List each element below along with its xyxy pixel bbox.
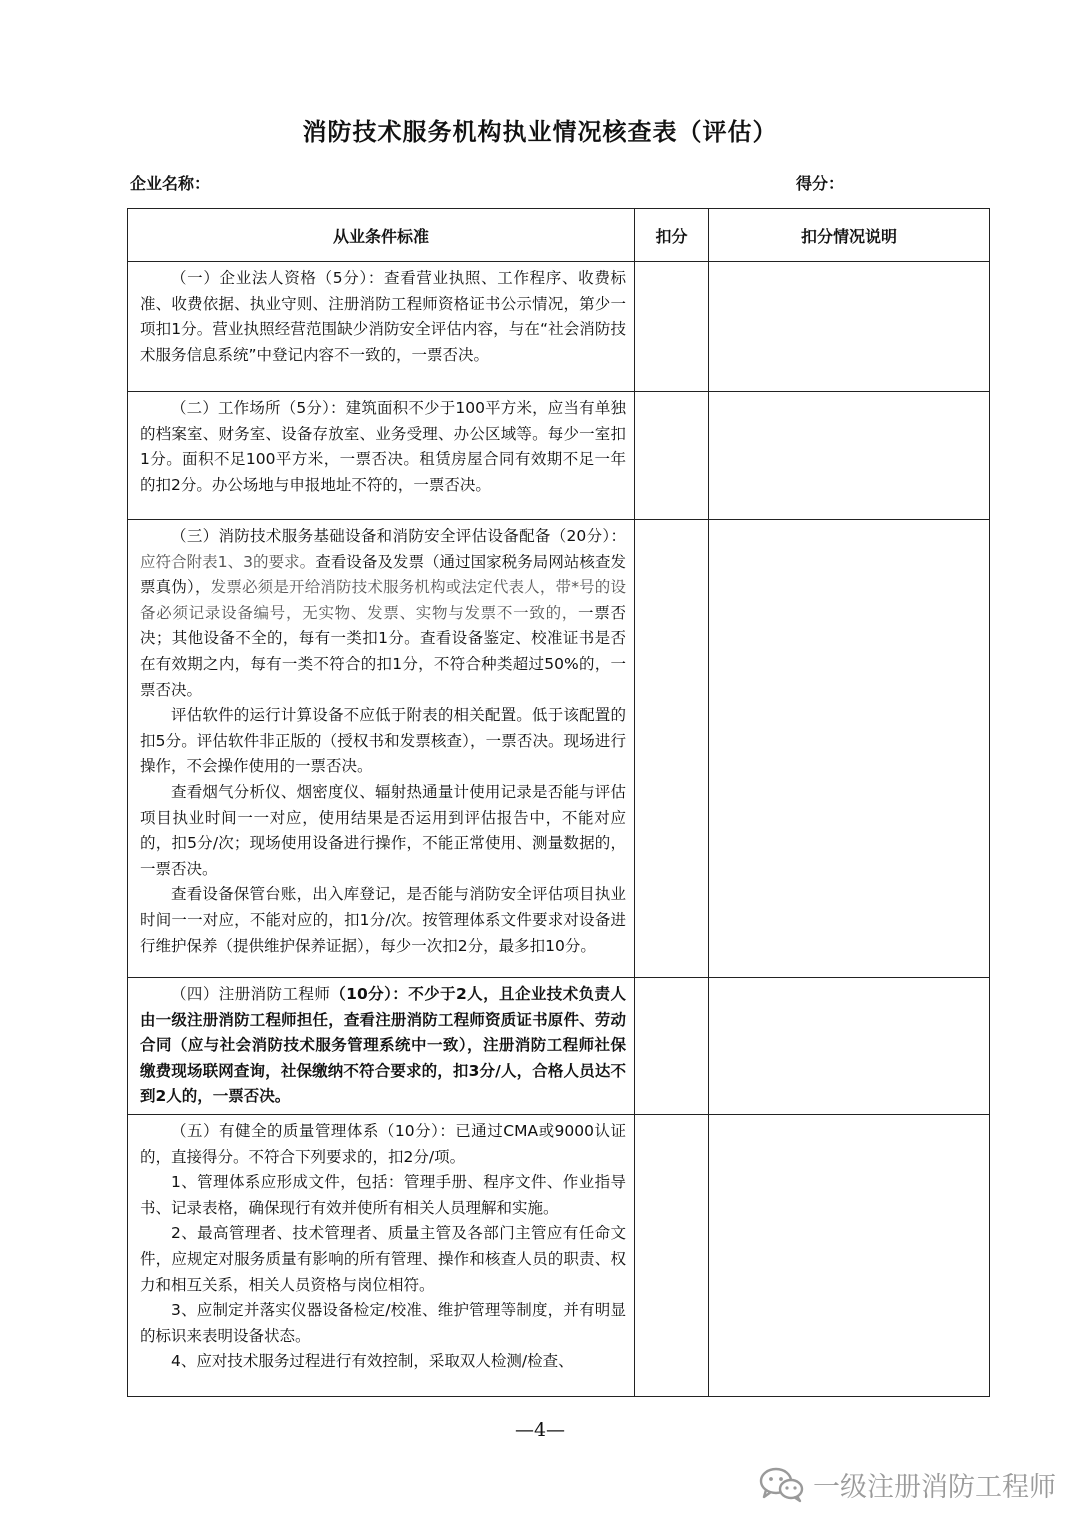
header-explanation: 扣分情况说明	[709, 209, 990, 262]
criteria-paragraph: 2、最高管理者、技术管理者、质量主管及各部门主管应有任命文件，应规定对服务质量有影响的所有管理、操作和核查人员的职责、权力和相互关系，相关人员资格与岗位相符。	[140, 1224, 626, 1294]
deduction-cell[interactable]	[635, 262, 709, 392]
criteria-colon: ：不少于2人，且企业技术负责人由一级注册消防工程师担任，查看注册消防工程师资质证书原件、劳动合同（应与社会消防技术服务管理系统中一致），注册消防工程师社保缴费现场联网查询，社保缴纳不符合要求的，扣3分/人，合格人员达不到2人的，一票否决。	[140, 985, 626, 1106]
table-row	[128, 262, 990, 392]
criteria-paragraph: （五）有健全的质量管理体系（10分）：已通过CMA或9000认证的，直接得分。不符合下列要求的，扣2分/项。	[140, 1121, 626, 1166]
criteria-cell	[128, 1114, 635, 1396]
company-name-label: 企业名称：	[130, 174, 211, 193]
explanation-cell[interactable]	[709, 392, 990, 520]
criteria-paragraph: （一）企业法人资格（5分）：查看营业执照、工作程序、收费标准、收费依据、执业守则、注册消防工程师资格证书公示情况，第少一项扣1分。营业执照经营范围缺少消防安全评估内容，与在“社会消防技术服务信息系统”中登记内容不一致的，一票否决。	[140, 269, 626, 364]
criteria-paragraph: 1、管理体系应形成文件，包括：管理手册、程序文件、作业指导书、记录表格，确保现行有效并使所有相关人员理解和实施。	[140, 1173, 626, 1217]
criteria-cell	[128, 262, 635, 392]
explanation-cell[interactable]	[709, 1114, 990, 1396]
criteria-paragraph: 3、应制定并落实仪器设备检定/校准、维护管理等制度，并有明显的标识来表明设备状态。	[140, 1301, 626, 1345]
table-row	[128, 1114, 990, 1396]
score-label: 得分：	[796, 174, 845, 193]
criteria-paragraph: 查看烟气分析仪、烟密度仪、辐射热通量计使用记录是否能与评估项目执业时间一一对应，使用结果是否运用到评估报告中，不能对应的，扣5分/次；现场使用设备进行操作，不能正常使用、测量数据的，一票否决。	[140, 782, 626, 878]
criteria-cell	[128, 392, 635, 520]
explanation-cell[interactable]	[709, 978, 990, 1115]
criteria-invoice-requirement: 发票必须是开给消防技术服务机构或法定代表人，带*号的设备必须记录设备编号，无实物、发票、实物与发票不一致的，	[140, 578, 626, 622]
criteria-heading: （四）注册消防工程师	[171, 985, 331, 1003]
criteria-invoice-check: 查看设备及发票（通过国家税务局网站核查发票真伪），	[140, 552, 626, 597]
table-row	[128, 520, 990, 978]
page-title: 消防技术服务机构执业情况核查表（评估）	[302, 118, 778, 146]
criteria-paragraph: （二）工作场所（5分）：建筑面积不少于100平方米，应当有单独的档案室、财务室、设备存放室、业务受理、办公区域等。每少一室扣1分。面积不足100平方米，一票否决。租赁房屋合同有效期不足一年的扣2分。办公场地与申报地址不符的，一票否决。	[140, 399, 626, 494]
table-row	[128, 392, 990, 520]
criteria-paragraph: 4、应对技术服务过程进行有效控制，采取双人检测/检查、	[171, 1352, 574, 1371]
watermark	[757, 1462, 1056, 1506]
wechat-icon	[757, 1464, 807, 1504]
criteria-cell	[128, 978, 635, 1115]
page-number: —4—	[514, 1419, 566, 1441]
criteria-paragraph	[140, 524, 626, 703]
deduction-cell[interactable]	[635, 1114, 709, 1396]
deduction-cell[interactable]	[635, 978, 709, 1115]
criteria-veto-clause: 一票否决；其他设备不全的，每有一类扣1分。查看设备鉴定、校准证书是否在有效期之内，每有一类不符合的扣1分，不符合种类超过50%的，一票否决。	[140, 603, 626, 699]
criteria-cell	[128, 520, 635, 978]
explanation-cell[interactable]	[709, 262, 990, 392]
explanation-cell[interactable]	[709, 520, 990, 978]
criteria-heading: （三）消防技术服务基础设备和消防安全评估设备配备（20分）：	[171, 527, 626, 545]
header-criteria: 从业条件标准	[128, 209, 635, 262]
criteria-score: （10分）	[330, 985, 393, 1003]
header-deduction: 扣分	[635, 209, 709, 262]
criteria-paragraph: 查看设备保管台账，出入库登记，是否能与消防安全评估项目执业时间一一对应，不能对应的，扣1分/次。按管理体系文件要求对设备进行维护保养（提供维护保养证据），每少一次扣2分，最多扣10分。	[140, 885, 626, 955]
deduction-cell[interactable]	[635, 520, 709, 978]
table-row	[128, 978, 990, 1115]
watermark-text: 一级注册消防工程师	[813, 1471, 1056, 1503]
table-header-row	[128, 209, 990, 262]
criteria-paragraph	[140, 982, 626, 1110]
checklist-table	[127, 208, 990, 1397]
deduction-cell[interactable]	[635, 392, 709, 520]
criteria-annex-note: 应符合附表1、3的要求。	[140, 552, 316, 571]
criteria-paragraph: 评估软件的运行计算设备不应低于附表的相关配置。低于该配置的扣5分。评估软件非正版的（授权书和发票核查），一票否决。现场进行操作，不会操作使用的一票否决。	[140, 706, 626, 776]
